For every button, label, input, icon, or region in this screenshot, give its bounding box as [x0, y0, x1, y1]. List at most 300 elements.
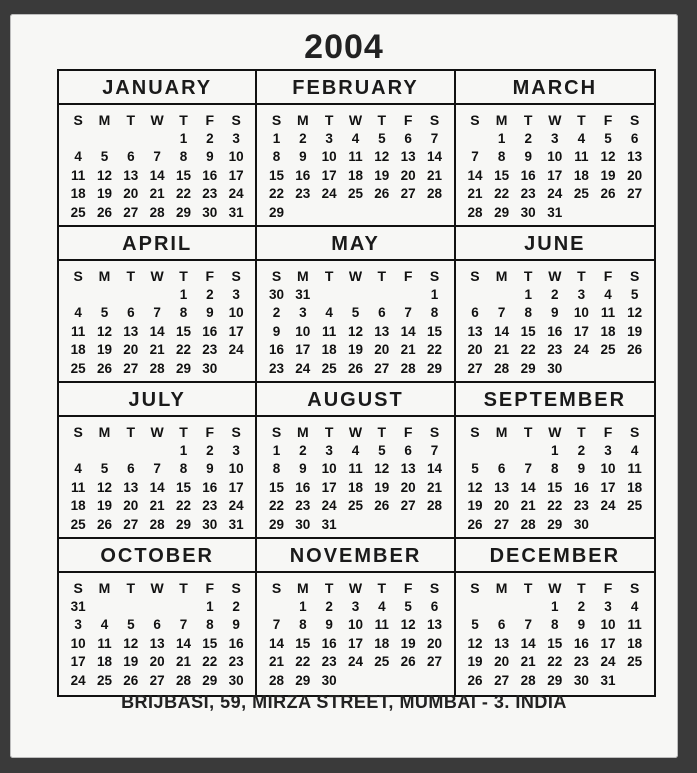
day-cell: 16 — [520, 167, 536, 183]
day-cell: 3 — [604, 442, 612, 458]
day-cell: 28 — [520, 672, 536, 688]
day-cell: 18 — [321, 342, 337, 357]
day-cell: 2 — [206, 442, 214, 458]
day-cell: 12 — [96, 323, 112, 339]
day-cell: 5 — [604, 130, 612, 146]
day-cell: 24 — [600, 654, 616, 669]
day-cell: 29 — [175, 204, 191, 220]
day-cell: 1 — [430, 286, 439, 302]
day-cell: 4 — [577, 130, 586, 146]
day-cell: 25 — [321, 360, 337, 376]
day-cell: 27 — [400, 186, 416, 201]
day-cell: 22 — [520, 342, 536, 357]
day-cell: 5 — [351, 305, 360, 320]
day-cell: 6 — [378, 305, 386, 320]
month-december — [456, 539, 654, 695]
weekday-header: S — [271, 112, 282, 128]
day-cell: 20 — [123, 342, 139, 357]
day-cell: 23 — [295, 498, 311, 513]
day-cell: 8 — [272, 149, 281, 164]
empty-cell — [65, 442, 91, 461]
weekday-header: M — [98, 424, 111, 440]
day-cell: 16 — [295, 479, 311, 495]
month-name: SEPTEMBER — [456, 383, 654, 417]
day-cell: 13 — [400, 461, 416, 476]
day-cell: 2 — [206, 286, 214, 302]
weekday-header: S — [231, 268, 241, 284]
day-cell: 28 — [494, 360, 510, 376]
day-cell: 3 — [232, 442, 240, 458]
weekday-header: M — [296, 424, 309, 440]
day-cell: 6 — [430, 598, 439, 614]
empty-cell — [462, 598, 489, 617]
day-cell: 11 — [627, 617, 642, 632]
day-cell: 24 — [347, 654, 363, 669]
weekday-header: S — [629, 268, 640, 284]
day-cell: 3 — [551, 130, 559, 146]
day-cell: 7 — [524, 461, 532, 476]
day-cell: 26 — [600, 186, 616, 201]
day-cell: 15 — [175, 323, 191, 339]
day-cell: 15 — [268, 167, 284, 183]
day-cell: 1 — [206, 598, 214, 614]
day-cell: 28 — [149, 360, 165, 376]
day-grid — [59, 573, 255, 695]
empty-cell — [462, 130, 489, 149]
day-cell: 21 — [268, 654, 284, 669]
empty-cell — [170, 598, 196, 617]
day-cell: 19 — [96, 186, 112, 201]
weekday-header: M — [495, 424, 508, 440]
day-cell: 18 — [627, 635, 643, 651]
weekday-header: S — [73, 580, 83, 596]
day-cell: 5 — [471, 617, 479, 632]
day-grid — [59, 261, 255, 381]
day-cell: 27 — [494, 516, 510, 532]
day-cell: 16 — [202, 167, 218, 183]
day-cell: 21 — [494, 342, 510, 357]
empty-cell — [316, 286, 342, 305]
empty-cell — [462, 442, 489, 461]
weekday-header: T — [377, 424, 387, 440]
day-cell: 4 — [74, 461, 82, 476]
empty-cell — [369, 286, 395, 305]
weekday-header: T — [523, 580, 533, 596]
weekday-header: T — [324, 424, 334, 440]
day-cell: 11 — [348, 149, 363, 164]
weekday-header: S — [73, 424, 83, 440]
weekday-header: T — [523, 112, 533, 128]
day-cell: 25 — [600, 342, 616, 357]
day-cell: 8 — [206, 617, 214, 632]
day-cell: 30 — [321, 672, 337, 688]
day-cell: 31 — [228, 516, 244, 532]
day-cell: 12 — [467, 635, 483, 651]
day-cell: 9 — [577, 617, 586, 632]
day-grid — [456, 105, 654, 225]
day-cell: 9 — [551, 305, 559, 320]
weekday-header: T — [523, 268, 533, 284]
day-cell: 16 — [268, 342, 284, 357]
empty-cell — [91, 130, 117, 149]
day-cell: 11 — [600, 305, 616, 320]
day-cell: 31 — [295, 286, 311, 302]
day-cell: 29 — [295, 672, 311, 688]
day-cell: 5 — [100, 305, 109, 320]
day-cell: 7 — [153, 149, 161, 164]
weekday-header: F — [603, 268, 613, 284]
day-cell: 18 — [347, 479, 363, 495]
weekday-header: T — [377, 268, 387, 284]
day-cell: 30 — [573, 516, 589, 532]
day-cell: 23 — [295, 186, 311, 201]
day-cell: 8 — [299, 617, 307, 632]
day-cell: 10 — [547, 149, 563, 164]
day-cell: 6 — [497, 617, 506, 632]
day-cell: 17 — [573, 323, 589, 339]
day-cell: 10 — [347, 617, 363, 632]
day-cell: 7 — [497, 305, 506, 320]
day-cell: 3 — [232, 130, 240, 146]
day-cell: 17 — [321, 479, 337, 495]
day-cell: 13 — [374, 323, 390, 339]
weekday-header: S — [629, 580, 640, 596]
day-cell: 19 — [374, 167, 390, 183]
day-cell: 12 — [600, 149, 616, 164]
empty-cell — [118, 442, 144, 461]
weekday-header: M — [98, 580, 111, 596]
day-cell: 15 — [494, 167, 510, 183]
weekday-header: S — [271, 424, 282, 440]
day-cell: 10 — [321, 149, 337, 164]
day-cell: 4 — [630, 598, 639, 614]
weekday-header: W — [348, 112, 363, 128]
day-cell: 13 — [149, 635, 165, 651]
day-cell: 20 — [494, 498, 510, 513]
year-title: 2004 — [304, 28, 384, 66]
day-cell: 31 — [600, 672, 616, 688]
day-cell: 17 — [295, 342, 311, 357]
empty-cell — [342, 286, 368, 305]
day-cell: 30 — [202, 516, 218, 532]
day-cell: 22 — [175, 498, 191, 513]
day-cell: 3 — [325, 130, 333, 146]
day-cell: 7 — [179, 617, 188, 632]
day-cell: 28 — [268, 672, 284, 688]
day-cell: 29 — [547, 672, 563, 688]
day-cell: 16 — [573, 479, 589, 495]
day-cell: 25 — [347, 498, 363, 513]
weekday-header: M — [296, 112, 309, 128]
day-cell: 2 — [272, 305, 281, 320]
day-cell: 4 — [325, 305, 333, 320]
day-cell: 17 — [321, 167, 337, 183]
empty-cell — [144, 442, 170, 461]
weekday-header: S — [429, 112, 440, 128]
day-cell: 20 — [123, 186, 139, 201]
month-name: AUGUST — [257, 383, 453, 417]
day-cell: 16 — [547, 323, 563, 339]
day-cell: 22 — [175, 186, 191, 201]
weekday-header: T — [523, 424, 533, 440]
day-cell: 14 — [175, 635, 191, 651]
day-cell: 23 — [202, 186, 218, 201]
day-cell: 7 — [430, 442, 439, 458]
day-cell: 28 — [467, 204, 483, 220]
month-june — [456, 227, 654, 383]
day-cell: 18 — [374, 635, 390, 651]
day-cell: 4 — [351, 442, 360, 458]
weekday-header: T — [126, 424, 136, 440]
day-cell: 14 — [400, 323, 416, 339]
day-cell: 18 — [70, 186, 86, 201]
day-cell: 18 — [347, 167, 363, 183]
day-cell: 18 — [627, 479, 643, 495]
day-cell: 28 — [426, 498, 442, 513]
months-grid — [57, 69, 656, 697]
day-cell: 17 — [600, 635, 616, 651]
day-cell: 27 — [123, 516, 139, 532]
day-cell: 27 — [467, 360, 483, 376]
weekday-header: W — [150, 580, 164, 596]
weekday-header: W — [348, 580, 363, 596]
day-cell: 27 — [123, 360, 139, 376]
weekday-header: F — [603, 424, 613, 440]
day-cell: 22 — [295, 654, 311, 669]
day-cell: 13 — [494, 479, 510, 495]
day-cell: 3 — [577, 286, 586, 302]
empty-cell — [395, 286, 421, 305]
day-cell: 22 — [268, 186, 284, 201]
day-cell: 15 — [547, 635, 563, 651]
day-cell: 23 — [228, 654, 244, 669]
day-cell: 25 — [70, 360, 86, 376]
day-cell: 1 — [179, 130, 188, 146]
month-name: JANUARY — [59, 71, 255, 105]
weekday-header: T — [577, 268, 586, 284]
day-cell: 16 — [573, 635, 589, 651]
day-cell: 11 — [71, 479, 86, 495]
day-cell: 23 — [573, 498, 589, 513]
month-name: JULY — [59, 383, 255, 417]
day-cell: 9 — [299, 149, 307, 164]
day-cell: 27 — [123, 204, 139, 220]
empty-cell — [91, 286, 117, 305]
day-cell: 12 — [400, 617, 416, 632]
month-march — [456, 71, 654, 227]
day-cell: 27 — [374, 360, 390, 376]
day-cell: 8 — [551, 461, 559, 476]
day-cell: 30 — [573, 672, 589, 688]
month-january — [59, 71, 257, 227]
day-cell: 14 — [149, 167, 165, 183]
day-cell: 19 — [400, 635, 416, 651]
weekday-header: M — [98, 112, 111, 128]
day-cell: 25 — [70, 204, 86, 220]
empty-cell — [488, 286, 515, 305]
day-cell: 16 — [295, 167, 311, 183]
day-cell: 9 — [577, 461, 586, 476]
day-cell: 29 — [268, 516, 284, 532]
day-cell: 13 — [123, 479, 139, 495]
day-cell: 17 — [600, 479, 616, 495]
day-cell: 19 — [374, 479, 390, 495]
weekday-header: F — [403, 268, 413, 284]
day-cell: 20 — [494, 654, 510, 669]
weekday-header: S — [429, 580, 440, 596]
day-cell: 29 — [520, 360, 536, 376]
day-cell: 9 — [232, 617, 240, 632]
day-cell: 31 — [321, 516, 337, 532]
day-cell: 6 — [404, 442, 412, 458]
empty-cell — [118, 286, 144, 305]
weekday-header: F — [403, 580, 413, 596]
day-cell: 12 — [96, 167, 112, 183]
day-cell: 27 — [426, 654, 442, 669]
day-cell: 5 — [378, 442, 386, 458]
day-cell: 24 — [228, 498, 244, 513]
day-cell: 25 — [374, 654, 390, 669]
weekday-header: W — [548, 424, 562, 440]
empty-cell — [515, 598, 542, 617]
day-cell: 31 — [70, 598, 86, 614]
day-cell: 21 — [520, 498, 536, 513]
day-cell: 26 — [347, 360, 363, 376]
day-cell: 8 — [524, 305, 532, 320]
day-cell: 2 — [232, 598, 240, 614]
month-name: MAY — [257, 227, 453, 261]
day-grid — [456, 417, 654, 537]
weekday-header: F — [205, 112, 215, 128]
day-cell: 20 — [400, 479, 416, 495]
day-cell: 21 — [149, 342, 165, 357]
day-cell: 19 — [96, 342, 112, 357]
day-cell: 25 — [627, 654, 643, 669]
day-cell: 26 — [374, 186, 390, 201]
weekday-header: T — [324, 580, 334, 596]
day-cell: 9 — [524, 149, 532, 164]
day-cell: 15 — [547, 479, 563, 495]
weekday-header: S — [271, 580, 282, 596]
day-cell: 3 — [325, 442, 333, 458]
day-cell: 1 — [179, 442, 188, 458]
day-cell: 20 — [123, 498, 139, 513]
day-cell: 4 — [100, 617, 109, 632]
day-cell: 17 — [347, 635, 363, 651]
day-cell: 3 — [232, 286, 240, 302]
empty-cell — [462, 286, 489, 305]
day-cell: 19 — [96, 498, 112, 513]
day-cell: 15 — [175, 479, 191, 495]
day-cell: 2 — [577, 598, 586, 614]
day-cell: 6 — [127, 149, 135, 164]
day-cell: 30 — [268, 286, 284, 302]
day-cell: 15 — [520, 323, 536, 339]
day-cell: 12 — [123, 635, 139, 651]
day-cell: 26 — [400, 654, 416, 669]
day-grid — [59, 105, 255, 225]
day-cell: 21 — [520, 654, 536, 669]
day-cell: 23 — [202, 498, 218, 513]
day-cell: 3 — [74, 617, 82, 632]
day-cell: 5 — [100, 149, 109, 164]
day-cell: 20 — [400, 167, 416, 183]
day-cell: 28 — [149, 516, 165, 532]
day-cell: 27 — [494, 672, 510, 688]
empty-cell — [65, 130, 91, 149]
day-cell: 4 — [378, 598, 386, 614]
day-cell: 12 — [467, 479, 483, 495]
weekday-header: S — [629, 424, 640, 440]
day-cell: 17 — [547, 167, 563, 183]
day-cell: 17 — [228, 479, 244, 495]
day-grid — [456, 261, 654, 381]
day-cell: 20 — [627, 167, 643, 183]
day-cell: 24 — [321, 498, 337, 513]
day-cell: 23 — [321, 654, 337, 669]
day-cell: 24 — [228, 342, 244, 357]
day-cell: 3 — [299, 305, 307, 320]
day-cell: 11 — [71, 323, 86, 339]
month-november — [257, 539, 455, 695]
weekday-header: T — [179, 580, 188, 596]
weekday-header: S — [629, 112, 640, 128]
day-cell: 29 — [175, 360, 191, 376]
day-cell: 1 — [179, 286, 188, 302]
day-cell: 21 — [426, 167, 442, 183]
weekday-header: T — [126, 580, 136, 596]
empty-cell — [118, 130, 144, 149]
day-grid — [59, 417, 255, 537]
day-cell: 1 — [497, 130, 506, 146]
publisher-address: BRIJBASI, 59, MIRZA STREET, MUMBAI - 3. INDIA — [121, 692, 567, 712]
day-cell: 8 — [179, 461, 188, 476]
day-cell: 25 — [573, 186, 589, 201]
day-cell: 22 — [202, 654, 218, 669]
day-cell: 26 — [467, 516, 483, 532]
day-cell: 26 — [96, 360, 112, 376]
day-cell: 8 — [497, 149, 506, 164]
day-grid — [257, 261, 453, 381]
day-cell: 5 — [127, 617, 135, 632]
day-cell: 11 — [348, 461, 363, 476]
day-cell: 13 — [123, 167, 139, 183]
day-cell: 13 — [400, 149, 416, 164]
month-april — [59, 227, 257, 383]
day-cell: 7 — [524, 617, 532, 632]
day-cell: 27 — [149, 672, 165, 688]
day-cell: 6 — [497, 461, 506, 476]
day-cell: 13 — [627, 149, 643, 164]
day-cell: 15 — [202, 635, 218, 651]
day-cell: 19 — [600, 167, 616, 183]
weekday-header: S — [271, 268, 282, 284]
day-cell: 29 — [494, 204, 510, 220]
day-cell: 28 — [149, 204, 165, 220]
weekday-header: T — [577, 580, 586, 596]
day-cell: 21 — [149, 186, 165, 201]
day-cell: 1 — [551, 442, 559, 458]
day-cell: 9 — [272, 323, 281, 339]
day-cell: 10 — [228, 461, 244, 476]
day-cell: 12 — [627, 305, 643, 320]
day-cell: 30 — [520, 204, 536, 220]
day-cell: 6 — [471, 305, 479, 320]
day-cell: 24 — [573, 342, 589, 357]
day-cell: 14 — [520, 635, 536, 651]
day-cell: 18 — [600, 323, 616, 339]
day-cell: 24 — [547, 186, 563, 201]
